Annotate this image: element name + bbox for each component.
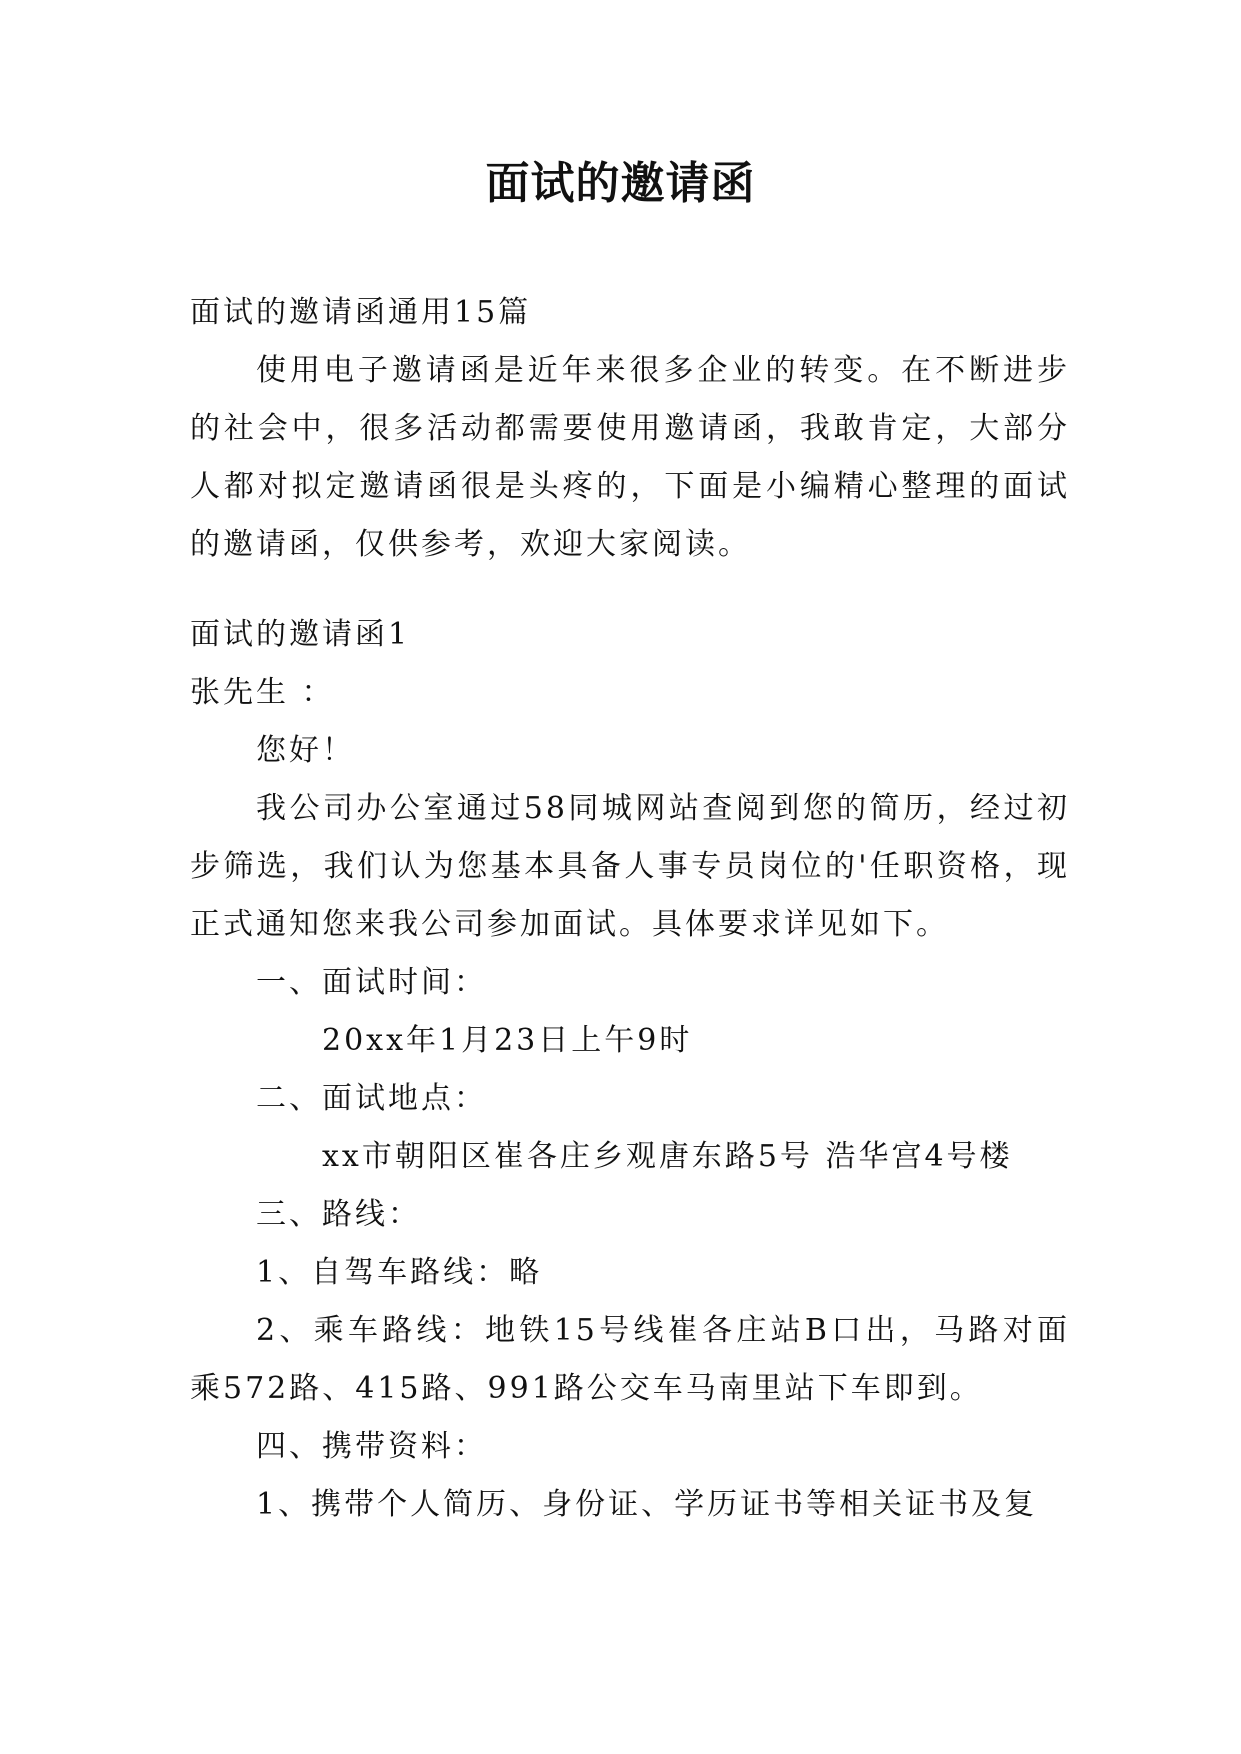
body-paragraph: 我公司办公室通过58同城网站查阅到您的简历，经过初步筛选，我们认为您基本具备人事专员岗位的'任职资格，现正式通知您来我公司参加面试。具体要求详见如下。 [190, 791, 1070, 942]
salutation: 张先生 ： [190, 675, 335, 710]
intro-paragraph: 使用电子邀请函是近年来很多企业的转变。在不断进步的社会中，很多活动都需要使用邀请函，我敢肯定，大部分人都对拟定邀请函很是头疼的，下面是小编精心整理的面试的邀请函，仅供参考，欢迎大家阅读。 [190, 353, 1070, 562]
paragraph-gap [190, 574, 1070, 606]
place-heading: 二、面试地点： [256, 1081, 487, 1116]
document-title: 面试的邀请函 [485, 158, 756, 209]
section-heading: 面试的邀请函1 [190, 617, 411, 652]
greeting: 您好！ [256, 733, 355, 768]
time-value: 20xx年1月23日上午9时 [322, 1023, 693, 1058]
route-item-2: 2、乘车路线：地铁15号线崔各庄站B口出，马路对面乘572路、415路、991路公交车马南里站下车即到。 [190, 1313, 1070, 1406]
route-heading: 三、路线： [256, 1197, 421, 1232]
route-item-1: 1、自驾车路线：略 [256, 1255, 543, 1290]
time-heading: 一、面试时间： [256, 965, 487, 1000]
document-body [190, 284, 1070, 1534]
document-subtitle: 面试的邀请函通用15篇 [190, 295, 532, 330]
materials-heading: 四、携带资料： [256, 1429, 487, 1464]
materials-item-1: 1、携带个人简历、身份证、学历证书等相关证书及复 [256, 1487, 1038, 1522]
place-value: xx市朝阳区崔各庄乡观唐东路5号 浩华宫4号楼 [322, 1139, 1013, 1174]
